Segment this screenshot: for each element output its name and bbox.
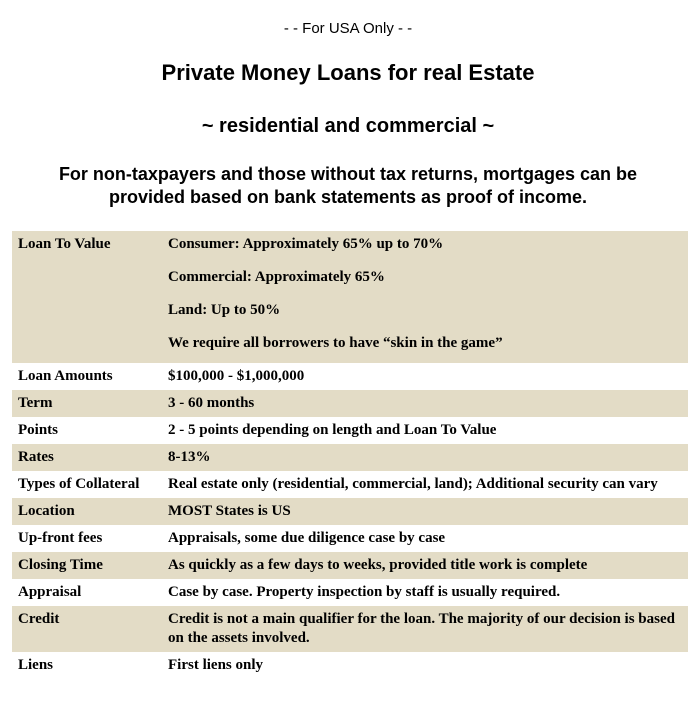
table-row bbox=[12, 444, 688, 471]
table-row bbox=[12, 363, 688, 390]
row-label: Loan Amounts bbox=[18, 368, 113, 384]
table-row bbox=[12, 498, 688, 525]
page-subtitle: ~ residential and commercial ~ bbox=[201, 115, 495, 137]
ltv-lines bbox=[168, 235, 682, 353]
table-row bbox=[12, 552, 688, 579]
row-label: Term bbox=[18, 395, 53, 411]
row-label: Up-front fees bbox=[18, 530, 103, 546]
row-label: Location bbox=[18, 503, 75, 519]
table-row bbox=[12, 471, 688, 498]
row-value bbox=[162, 231, 688, 363]
row-label: Closing Time bbox=[18, 557, 103, 573]
row-value: Real estate only (residential, commercial, land); Additional security can vary bbox=[168, 476, 658, 492]
row-value: As quickly as a few days to weeks, provided title work is complete bbox=[168, 557, 588, 573]
table-row-loan-to-value bbox=[12, 231, 688, 363]
loan-terms-table bbox=[12, 231, 688, 679]
row-label: Rates bbox=[18, 449, 54, 465]
intro-text: For non-taxpayers and those without tax returns, mortgages can be provided based on bank statements as proof of income. bbox=[58, 164, 638, 207]
page-title: Private Money Loans for real Estate bbox=[161, 60, 535, 85]
row-label: Credit bbox=[18, 611, 60, 627]
region-note: - - For USA Only - - bbox=[283, 20, 413, 37]
row-value: 3 - 60 months bbox=[168, 395, 255, 411]
table-row bbox=[12, 606, 688, 652]
row-label: Types of Collateral bbox=[18, 476, 140, 492]
row-label: Appraisal bbox=[18, 584, 82, 600]
ltv-requirement: We require all borrowers to have “skin in the game” bbox=[168, 335, 503, 351]
row-value: 8-13% bbox=[168, 449, 211, 465]
row-value: Credit is not a main qualifier for the loan. The majority of our decision is based on the assets involved. bbox=[168, 611, 675, 646]
table-row bbox=[12, 652, 688, 679]
ltv-land: Land: Up to 50% bbox=[168, 302, 281, 318]
ltv-consumer: Consumer: Approximately 65% up to 70% bbox=[168, 236, 444, 252]
row-value: $100,000 - $1,000,000 bbox=[168, 368, 305, 384]
row-value: 2 - 5 points depending on length and Loan To Value bbox=[168, 422, 497, 438]
ltv-commercial: Commercial: Approximately 65% bbox=[168, 269, 385, 285]
row-label: Points bbox=[18, 422, 59, 438]
row-value: Case by case. Property inspection by staff is usually required. bbox=[168, 584, 561, 600]
row-label: Loan To Value bbox=[18, 236, 111, 252]
table-row bbox=[12, 525, 688, 552]
row-value: MOST States is US bbox=[168, 503, 291, 519]
table-row bbox=[12, 390, 688, 417]
row-label: Liens bbox=[18, 657, 54, 673]
row-value: First liens only bbox=[168, 657, 264, 673]
table-row bbox=[12, 579, 688, 606]
table-row bbox=[12, 417, 688, 444]
row-value: Appraisals, some due diligence case by case bbox=[168, 530, 446, 546]
